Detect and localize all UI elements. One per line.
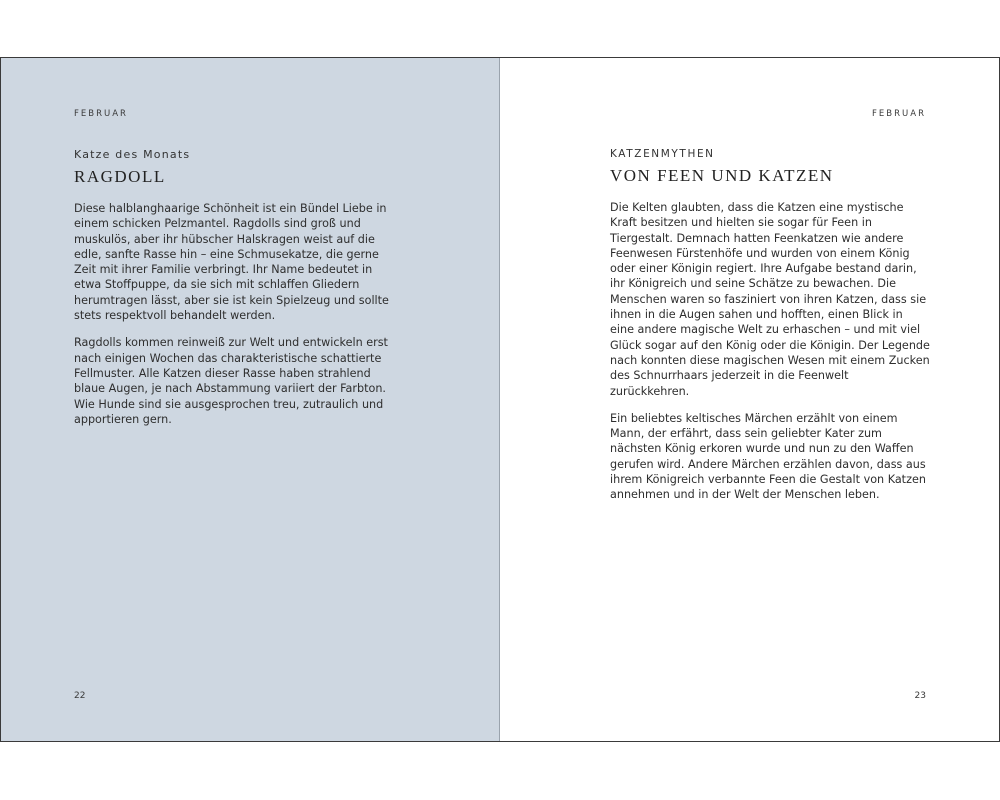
section-kicker: KATZENMYTHEN bbox=[610, 148, 715, 160]
page-number: 23 bbox=[914, 691, 926, 701]
right-page bbox=[500, 58, 999, 741]
right-page-content bbox=[610, 148, 930, 515]
body-text bbox=[610, 200, 930, 503]
book-spread bbox=[0, 57, 1000, 742]
running-head: FEBRUAR bbox=[74, 109, 128, 119]
running-head: FEBRUAR bbox=[872, 109, 926, 119]
paragraph: Diese halblanghaarige Schönheit ist ein Bündel Liebe in einem schicken Pelzmantel. Ragdolls sind groß und muskulös, aber ihr hübscher Halskragen weist auf die edle, sanfte Rasse hin – eine Schmusekatze, die gerne Zeit mit ihrer Familie verbringt. Ihr Name bedeutet in etwa Stoffpuppe, da sie sich mit schlaffen Gliedern herumtragen lässt, aber sie ist kein Spielzeug und sollte stets respektvoll behandelt werden. bbox=[74, 202, 389, 323]
paragraph: Ragdolls kommen reinweiß zur Welt und entwickeln erst nach einigen Wochen das charakteristische schattierte Fellmuster. Alle Katzen dieser Rasse haben strahlend blaue Augen, je nach Abstammung variiert der Farbton. Wie Hunde sind sie ausgesprochen treu, zutraulich und apportieren gern. bbox=[74, 336, 388, 426]
paragraph: Ein beliebtes keltisches Märchen erzählt von einem Mann, der erfährt, dass sein geliebter Kater zum nächsten König erkoren wurde und nun zu den Waffen gerufen wird. Andere Märchen erzählen davon, dass aus ihrem Königreich verbannte Feen die Gestalt von Katzen annehmen und in der Welt der Menschen leben. bbox=[610, 411, 926, 502]
page-title: RAGDOLL bbox=[74, 167, 166, 186]
page-number: 22 bbox=[74, 691, 86, 701]
paragraph: Die Kelten glaubten, dass die Katzen eine mystische Kraft besitzen und hielten sie sogar für Feen in Tiergestalt. Demnach hatten Feenkatzen wie andere Feenwesen Fürstenhöfe und wurden von einem König oder einer Königin regiert. Ihre Aufgabe bestand darin, ihr Königreich und seine Schätze zu bewachen. Die Menschen waren so fasziniert von ihren Katzen, dass sie ihnen in die Augen sahen und hofften, einen Blick in eine andere magische Welt zu erhaschen – und mit viel Glück sogar auf den König oder die Königin. Der Legende nach konnten diese magischen Wesen mit einem Zucken des Schnurrhaars jederzeit in die Feenwelt zurückkehren. bbox=[610, 201, 930, 398]
left-page-content bbox=[74, 148, 399, 439]
section-kicker: Katze des Monats bbox=[74, 148, 191, 161]
body-text bbox=[74, 201, 399, 427]
page-title: VON FEEN UND KATZEN bbox=[610, 166, 834, 185]
left-page bbox=[1, 58, 500, 741]
